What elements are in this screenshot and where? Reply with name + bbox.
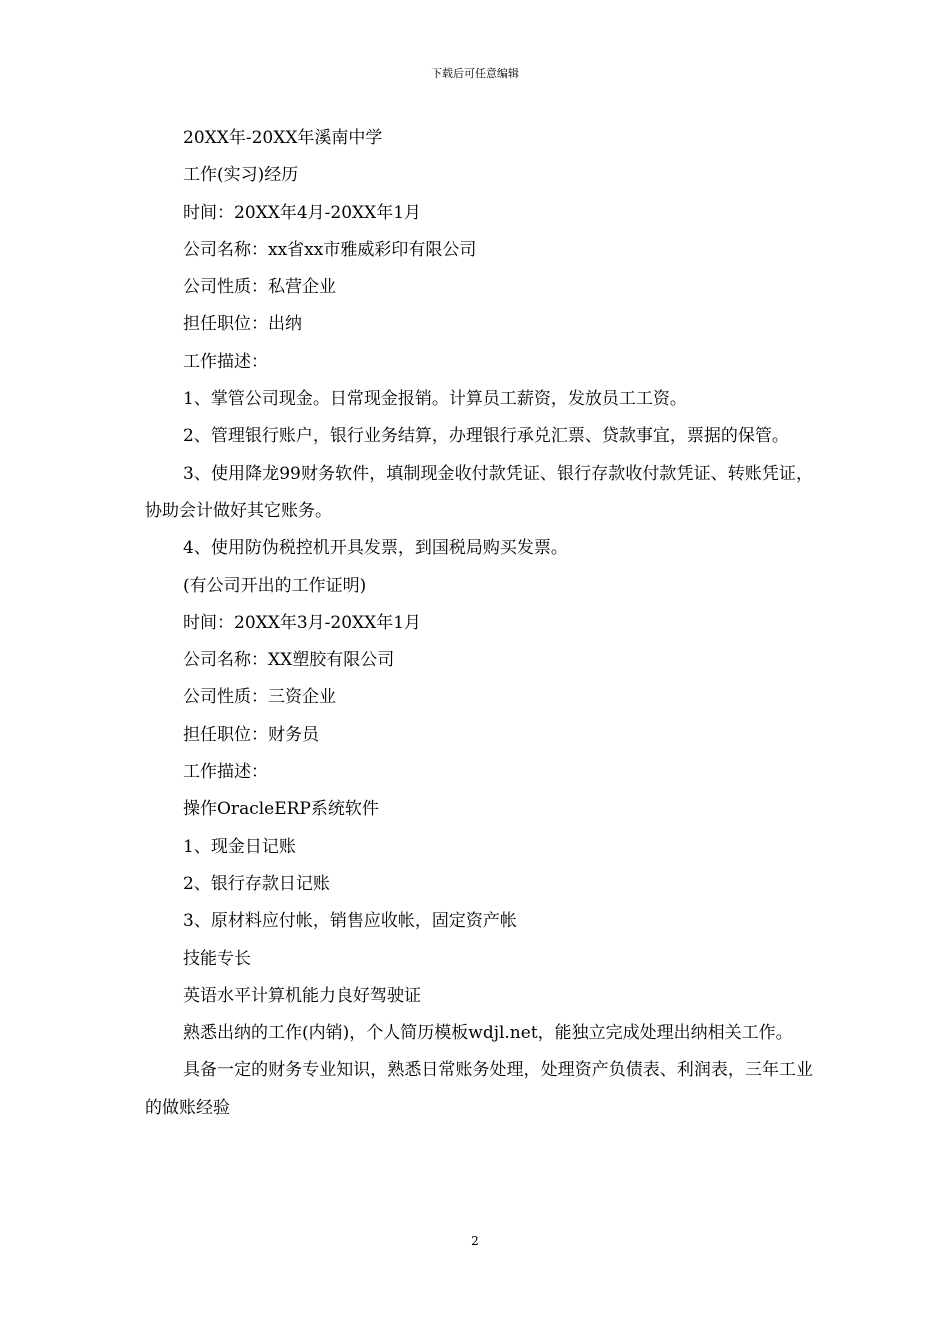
- page-number: 2: [471, 1234, 479, 1248]
- document-body: [145, 120, 813, 1127]
- body-line: 3、原材料应付帐，销售应收帐，固定资产帐: [183, 911, 517, 932]
- body-line: 英语水平计算机能力良好驾驶证: [183, 985, 421, 1006]
- body-line: 公司性质：三资企业: [183, 687, 336, 708]
- body-line: 公司名称：xx省xx市雅威彩印有限公司: [183, 239, 477, 260]
- body-line: 20XX年-20XX年溪南中学: [183, 128, 383, 148]
- body-line: 1、掌管公司现金。日常现金报销。计算员工薪资，发放员工工资。: [183, 389, 687, 410]
- body-line: 公司名称：XX塑胶有限公司: [183, 650, 395, 671]
- body-line: 操作OracleERP系统软件: [183, 799, 379, 820]
- body-line: 4、使用防伪税控机开具发票，到国税局购买发票。: [183, 538, 568, 559]
- body-paragraph: 具备一定的财务专业知识，熟悉日常账务处理，处理资产负债表、利润表，三年工业的做账经验: [145, 1060, 813, 1118]
- page-header: 下载后可任意编辑: [431, 67, 519, 80]
- body-line: 工作描述：: [183, 351, 268, 372]
- body-line: 担任职位：出纳: [183, 314, 302, 335]
- body-paragraph: 3、使用降龙99财务软件，填制现金收付款凭证、银行存款收付款凭证、转账凭证，协助会计做好其它账务。: [145, 463, 813, 521]
- body-line: 1、现金日记账: [183, 836, 296, 857]
- body-line: (有公司开出的工作证明): [183, 575, 367, 596]
- body-line: 工作描述：: [183, 762, 268, 783]
- body-line: 工作(实习)经历: [183, 165, 299, 186]
- body-paragraph: 熟悉出纳的工作(内销)，个人简历模板wdjl.net，能独立完成处理出纳相关工作。: [183, 1023, 793, 1044]
- body-line: 公司性质：私营企业: [183, 277, 336, 298]
- body-line: 时间：20XX年4月-20XX年1月: [183, 202, 422, 223]
- body-paragraph: 2、管理银行账户，银行业务结算，办理银行承兑汇票、贷款事宜，票据的保管。: [183, 426, 789, 447]
- body-line: 担任职位：财务员: [183, 724, 319, 745]
- body-line: 时间：20XX年3月-20XX年1月: [183, 612, 422, 633]
- body-line: 2、银行存款日记账: [183, 873, 330, 894]
- body-line: 技能专长: [183, 948, 251, 969]
